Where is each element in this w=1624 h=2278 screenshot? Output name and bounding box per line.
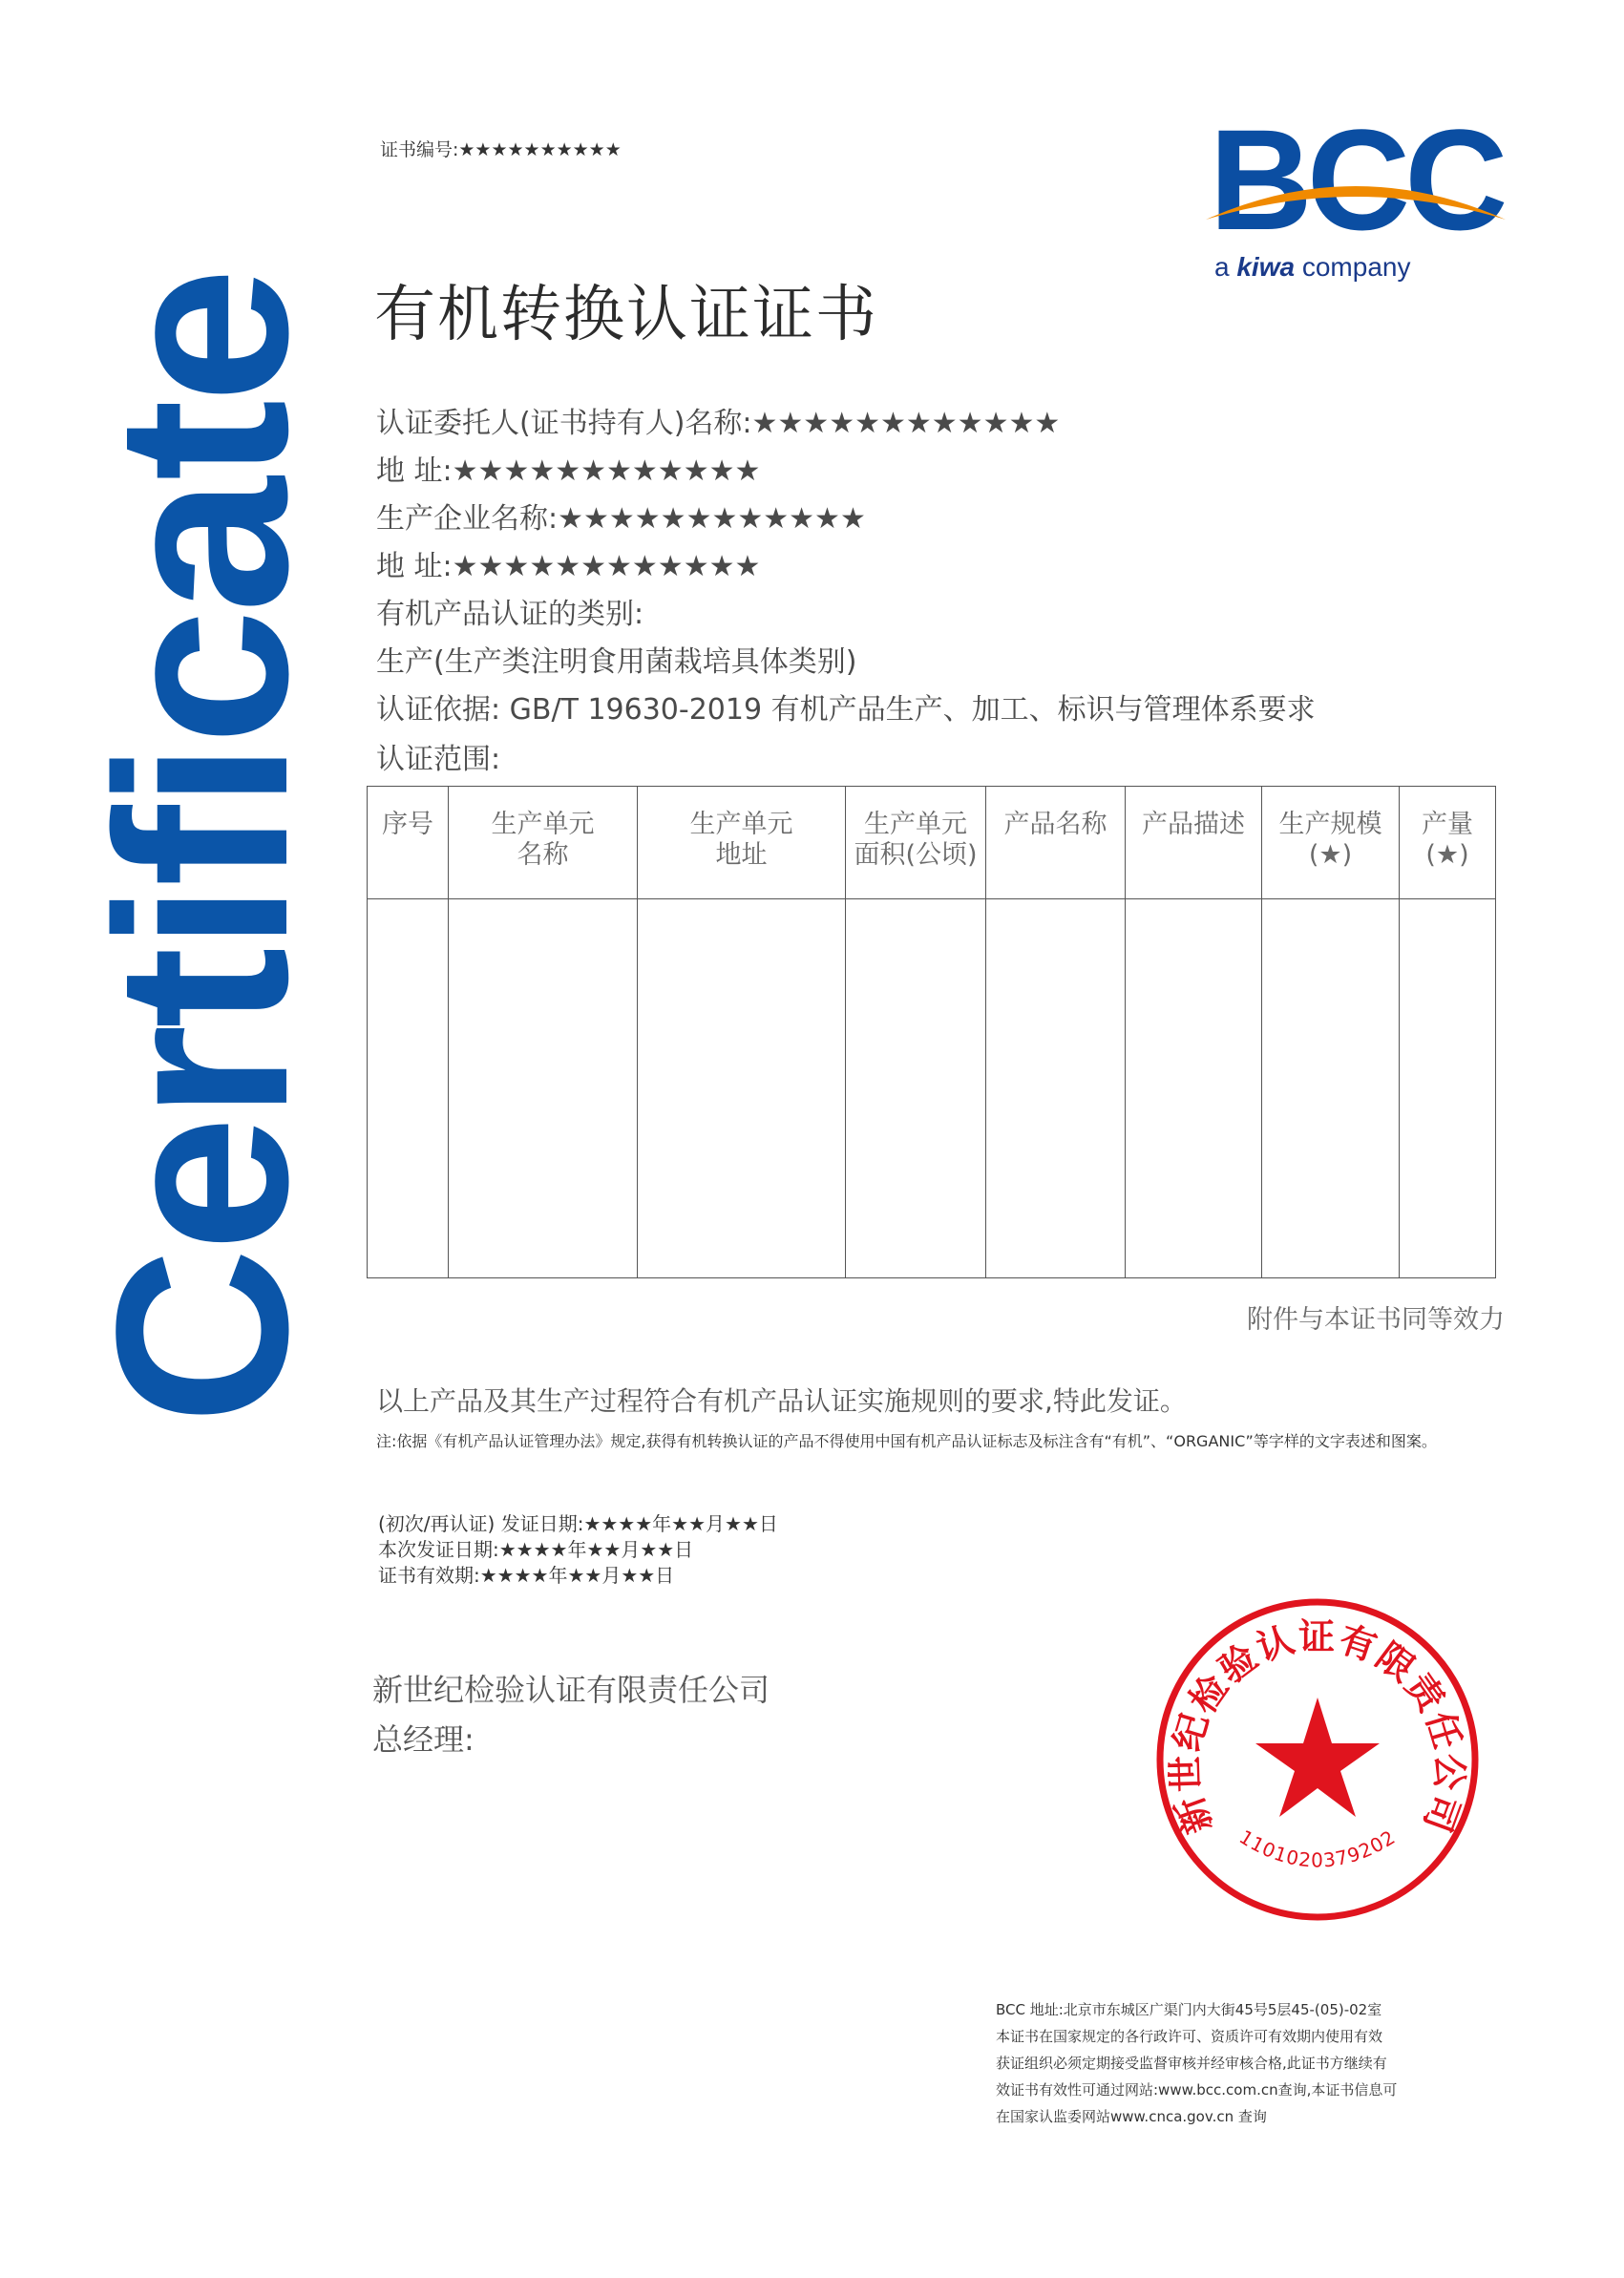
general-manager-label: 总经理: [372,1721,475,1758]
certificate-title: 有机转换认证证书 [374,280,878,350]
attachment-note: 附件与本证书同等效力 [1247,1305,1505,1335]
producer-name-line: 生产企业名称:★★★★★★★★★★★★ [376,502,866,536]
column-header-production-scale: 生产规模 (★) [1262,787,1400,899]
table-cell [368,899,449,1278]
bcc-wordmark: BCC [1209,115,1503,260]
column-header-product-name: 产品名称 [986,787,1126,899]
initial-issue-date: (初次/再认证) 发证日期:★★★★年★★月★★日 [378,1512,778,1535]
column-header-unit-name: 生产单元 名称 [449,787,638,899]
seal-number: 1101020379202 [1234,1825,1401,1872]
table-cell [638,899,846,1278]
producer-address-line: 地 址:★★★★★★★★★★★★ [376,550,761,583]
footer-line-validity: 本证书在国家规定的各行政许可、资质许可有效期内使用有效 [996,2028,1383,2045]
declaration-text: 以上产品及其生产过程符合有机产品认证实施规则的要求,特此发证。 [376,1385,1187,1417]
category-value-line: 生产(生产类注明食用菌栽培具体类别) [376,645,857,679]
footer-line-supervision: 获证组织必须定期接受监督审核并经审核合格,此证书方继续有 [996,2055,1387,2072]
table-header-row [368,787,1496,899]
company-name: 新世纪检验认证有限责任公司 [372,1672,770,1708]
table-cell [449,899,638,1278]
certificate-number: 证书编号:★★★★★★★★★★ [380,139,622,160]
column-header-output: 产量 (★) [1400,787,1496,899]
validity-date: 证书有效期:★★★★年★★月★★日 [378,1564,675,1587]
table-row [368,899,1496,1278]
table-cell [846,899,986,1278]
footer-line-website: 效证书有效性可通过网站:www.bcc.com.cn查询,本证书信息可 [996,2081,1398,2099]
seal-company-text: 新世纪检验认证有限责任公司 [1164,1615,1471,1840]
applicant-name-line: 认证委托人(证书持有人)名称:★★★★★★★★★★★★ [376,407,1061,440]
table-cell [1400,899,1496,1278]
table-cell [986,899,1126,1278]
column-header-product-description: 产品描述 [1126,787,1262,899]
column-header-unit-area: 生产单元 面积(公顷) [846,787,986,899]
company-seal [1150,1592,1485,1927]
certificate-vertical-word: Certificate [66,271,339,1424]
category-label-line: 有机产品认证的类别: [376,598,644,631]
standard-line: 认证依据: GB/T 19630-2019 有机产品生产、加工、标识与管理体系要求 [376,693,1316,727]
footer-line-address: BCC 地址:北京市东城区广渠门内大街45号5层45-(05)-02室 [996,2001,1382,2018]
column-header-index: 序号 [368,787,449,899]
current-issue-date: 本次发证日期:★★★★年★★月★★日 [378,1538,694,1561]
table-cell [1262,899,1400,1278]
logo-tagline: a kiwa company [1214,252,1411,282]
footer-line-cnca: 在国家认监委网站www.cnca.gov.cn 查询 [996,2108,1267,2125]
scope-label-line: 认证范围: [376,743,501,776]
scope-table [367,786,1496,1278]
column-header-unit-address: 生产单元 地址 [638,787,846,899]
table-cell [1126,899,1262,1278]
applicant-address-line: 地 址:★★★★★★★★★★★★ [376,454,761,488]
footnote-text: 注:依据《有机产品认证管理办法》规定,获得有机转换认证的产品不得使用中国有机产品认证标志及标注含有“有机”、“ORGANIC”等字样的文字表述和图案。 [376,1432,1437,1450]
seal-star-icon [1255,1698,1380,1817]
